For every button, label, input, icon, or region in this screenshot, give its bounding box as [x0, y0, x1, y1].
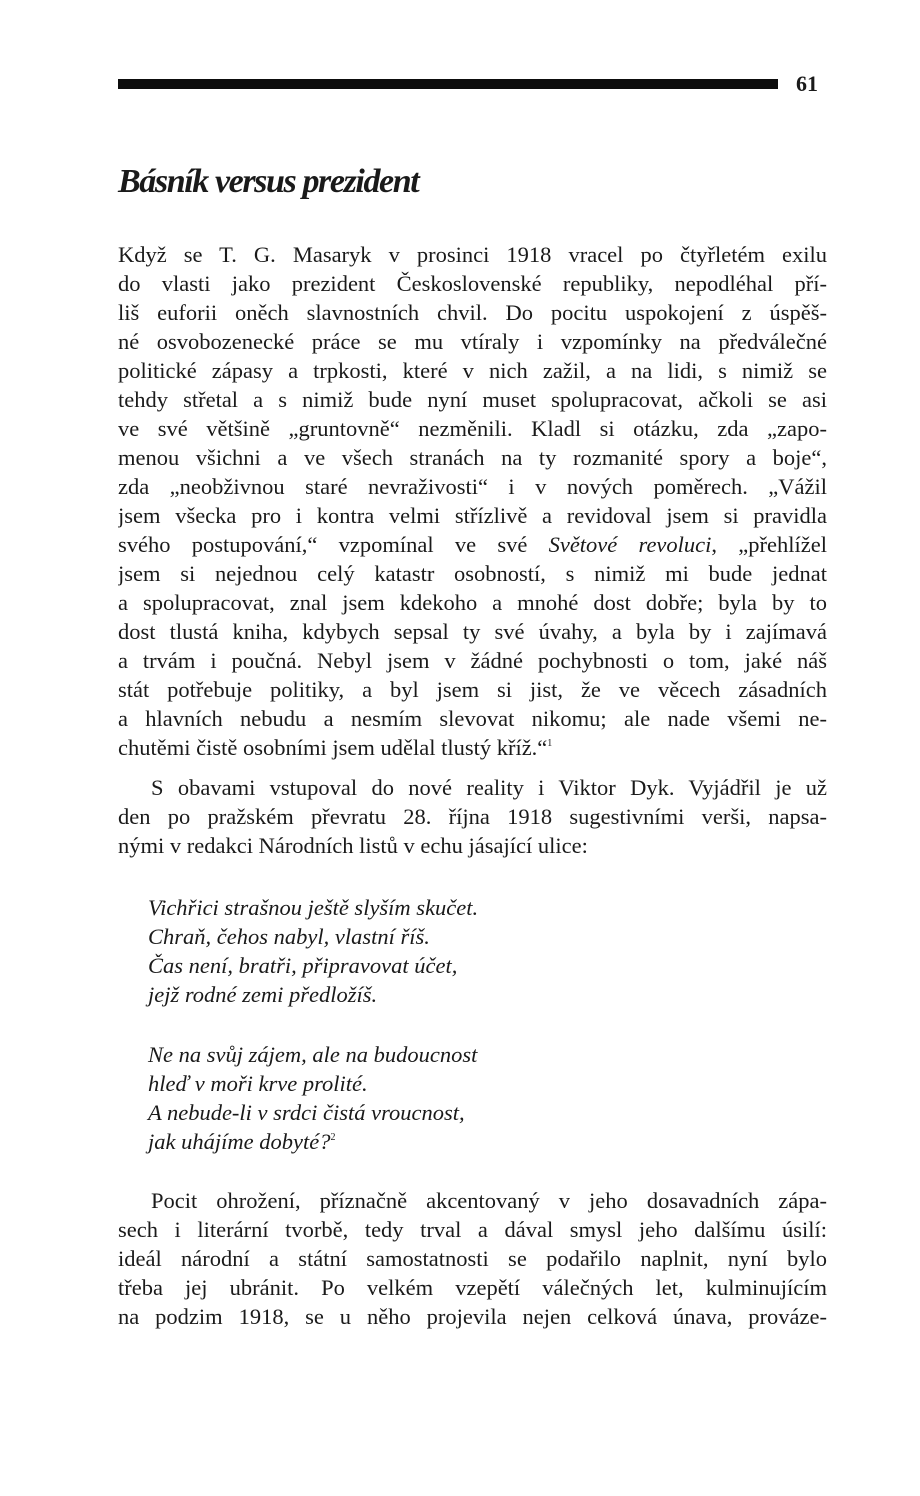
text-line: zda „neobživnou staré nevraživosti“ i v nových poměrech. „Vážil: [118, 474, 827, 499]
verse-line: Čas není, bratři, připravovat účet,: [148, 953, 458, 978]
text-line: a hlavních nebudu a nesmím slevovat nikomu; ale nade všemi ne-: [118, 706, 827, 731]
verse-line: Chraň, čehos nabyl, vlastní říš.: [148, 924, 430, 949]
text-line: Pocit ohrožení, příznačně akcentovaný v jeho dosavadních zápa-: [151, 1188, 827, 1213]
poem-stanza-1: [148, 893, 748, 1009]
footnote-reference: 2: [330, 1132, 336, 1143]
text-line: liš euforii oněch slavnostních chvil. Do pocitu uspokojení z úspěš-: [118, 300, 827, 325]
poem-stanza-2: [148, 1040, 748, 1156]
verse-line: hleď v moři krve prolité.: [148, 1071, 368, 1096]
book-title-italic: Světové revoluci: [548, 532, 712, 557]
header-rule: [118, 79, 778, 89]
footnote-reference: 1: [547, 738, 553, 749]
text-fragment: jak uhájíme dobyté?: [148, 1129, 331, 1154]
text-line: né osvobozenecké práce se mu vtíraly i vzpomínky na předválečné: [118, 329, 827, 354]
verse-line-last: [148, 1127, 748, 1156]
text-line: a trvám i poučná. Nebyl jsem v žádné pochybnosti o tom, jaké náš: [118, 648, 827, 673]
text-fragment: , „přehlížel: [711, 532, 827, 557]
text-line: tehdy střetal a s nimiž bude nyní muset spolupracovat, ačkoli se asi: [118, 387, 827, 412]
text-line: do vlasti jako prezident Československé republiky, nepodléhal pří-: [118, 271, 827, 296]
verse-line: A nebude-li v srdci čistá vroucnost,: [148, 1100, 465, 1125]
text-line: ideál národní a státní samostatnosti se podařilo naplnit, nyní bylo: [118, 1246, 827, 1271]
text-line: a spolupracovat, znal jsem kdekoho a mnohé dost dobře; byla by to: [118, 590, 827, 615]
text-fragment: chutěmi čistě osobními jsem udělal tlustý kříž.“: [118, 735, 548, 760]
text-line: stát potřebuje politiky, a byl jsem si jist, že ve věcech zásadních: [118, 677, 827, 702]
text-line: den po pražském převratu 28. října 1918 sugestivními verši, napsa-: [118, 804, 827, 829]
text-line: třeba jej ubránit. Po velkém vzepětí válečných let, kulminujícím: [118, 1275, 827, 1300]
text-line: na podzim 1918, se u něho projevila nejen celková únava, prováze-: [118, 1304, 827, 1329]
chapter-title: Básník versus prezident: [118, 163, 419, 200]
verse-line: Ne na svůj zájem, ale na budoucnost: [148, 1042, 478, 1067]
verse-line: Vichřici strašnou ještě slyším skučet.: [148, 895, 479, 920]
text-line: jsem si nejednou celý katastr osobností, s nimiž mi bude jednat: [118, 561, 827, 586]
text-line: politické zápasy a trpkosti, které v nich zažil, a na lidi, s nimiž se: [118, 358, 827, 383]
paragraph-masaryk: [118, 240, 827, 762]
text-fragment: svého postupování,“ vzpomínal ve své: [118, 532, 549, 557]
text-line: jsem všecka pro i kontra velmi střízlivě a revidoval jsem si pravidla: [118, 503, 827, 528]
paragraph-dyk: [118, 773, 827, 860]
text-line: dost tlustá kniha, kdybych sepsal ty své úvahy, a byla by i zajímavá: [118, 619, 827, 644]
text-line: Když se T. G. Masaryk v prosinci 1918 vracel po čtyřletém exilu: [118, 242, 827, 267]
text-line: menou všichni a ve všech stranách na ty rozmanité spory a boje“,: [118, 445, 827, 470]
verse-line: jejž rodné zemi předložíš.: [148, 982, 378, 1007]
text-line: ve své většině „gruntovně“ nezměnili. Kladl si otázku, zda „zapo-: [118, 416, 827, 441]
text-line-with-book-title: [118, 530, 827, 559]
text-line-last: [118, 733, 827, 762]
paragraph-threat: [118, 1186, 827, 1331]
page-number: 61: [796, 71, 818, 96]
text-line: sech i literární tvorbě, tedy trval a dával smysl jeho dalšímu úsilí:: [118, 1217, 827, 1242]
text-line: S obavami vstupoval do nové reality i Viktor Dyk. Vyjádřil je už: [151, 775, 827, 800]
text-line-last: nými v redakci Národních listů v echu jásající ulice:: [118, 833, 588, 858]
